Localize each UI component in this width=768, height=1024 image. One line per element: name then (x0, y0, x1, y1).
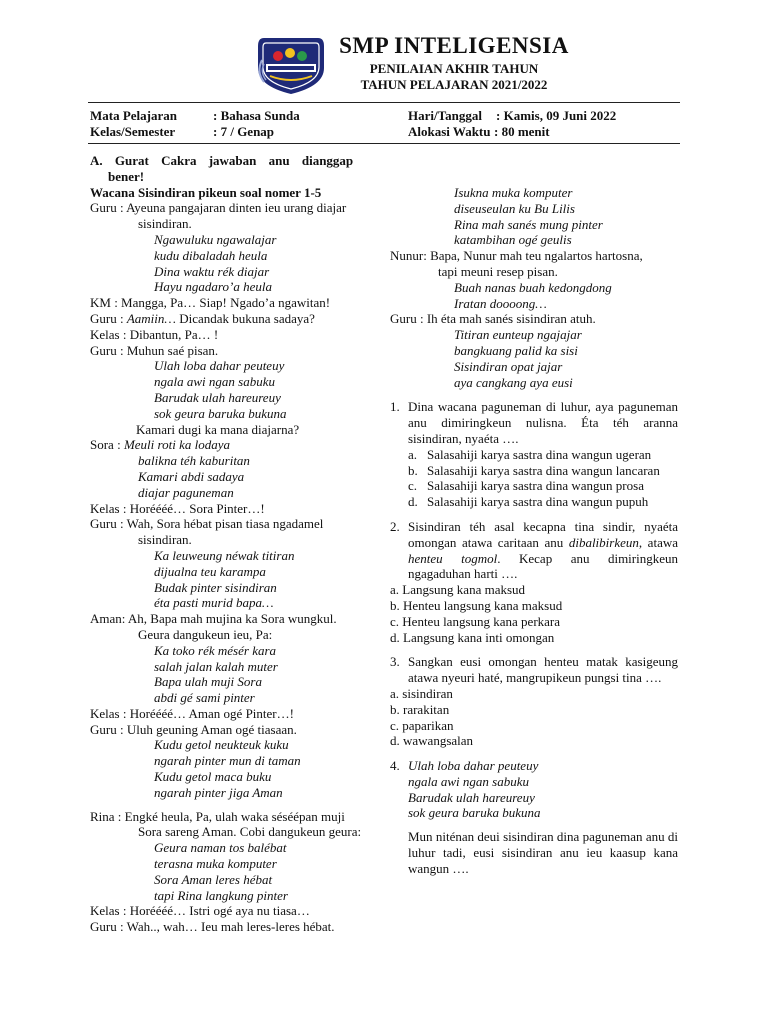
poem-line: Budak pinter sisindiran (154, 579, 277, 595)
academic-year: TAHUN PELAJARAN 2021/2022 (360, 77, 548, 92)
answer-option[interactable]: b. Henteu langsung kana maksud (390, 597, 563, 613)
poem-line: terasna muka komputer (154, 856, 277, 872)
dialogue-line: Guru : Uluh geuning Aman ogé tiasaan. (90, 721, 297, 737)
dialogue-line: tapi meuni resep pisan. (438, 263, 558, 279)
poem-line: Ulah loba dahar peuteuy (408, 758, 539, 774)
answer-option[interactable]: d. Langsung kana inti omongan (390, 629, 555, 645)
poem-line: Ulah loba dahar peuteuy (154, 358, 285, 374)
class-label: Kelas/Semester (90, 124, 176, 139)
poem-line: Kudu getol maca buku (154, 769, 272, 785)
poem-line: ngala awi ngan sabuku (154, 374, 275, 390)
question-text: Sangkan eusi omongan henteu matak kasigeung atawa nyeuri haté, mangrupikeun pungsi tina …. (408, 654, 678, 686)
question-1 (390, 399, 678, 446)
day-value: : Kamis, 09 Juni 2022 (496, 108, 617, 123)
answer-option[interactable]: d. Salasahiji karya sastra dina wangun pupuh (408, 494, 649, 510)
dialogue-line: Nunur: Bapa, Nunur mah teu ngalartos hartosna, (390, 248, 643, 264)
section-a-heading-cont: bener! (108, 168, 145, 184)
poem-line: tapi Rina langkung pinter (154, 887, 288, 903)
time-value: : 80 menit (494, 124, 550, 139)
poem-line: Kamari abdi sadaya (138, 468, 245, 484)
poem-line: Geura naman tos balébat (154, 840, 287, 856)
dialogue-line: sisindiran. (138, 532, 192, 548)
poem-line: Dina waktu rék diajar (154, 263, 270, 279)
answer-option[interactable]: b. Salasahiji karya sastra dina wangun lancaran (408, 462, 660, 478)
answer-option[interactable]: c. paparikan (390, 717, 454, 733)
poem-line: kudu dibaladah heula (154, 247, 268, 263)
dialogue-text: Dicandak bukuna sadaya? (175, 310, 315, 326)
poem-line: Buah nanas buah kedongdong (454, 279, 612, 295)
poem-line: sok geura baruka bukuna (408, 805, 541, 821)
speaker: Guru : (90, 310, 127, 326)
poem-line: Ka toko rék mésér kara (154, 642, 277, 658)
question-text: Dina wacana paguneman di luhur, aya paguneman anu dimiringkeun nulisna. Éta téh aranna sisindiran, nyaéta …. (408, 399, 678, 446)
poem-line: Barudak ulah hareureuy (408, 789, 535, 805)
poem-line: Isukna muka komputer (454, 185, 573, 200)
poem-line: aya cangkang aya eusi (454, 374, 573, 390)
dialogue-line: Kelas : Horéééé… Sora Pinter…! (90, 500, 265, 516)
poem-line: Kudu getol neukteuk kuku (154, 737, 289, 753)
question-2 (390, 519, 678, 582)
answer-option[interactable]: c. Henteu langsung kana perkara (390, 613, 561, 629)
emphasis-word: Aamiin… (126, 310, 176, 326)
dialogue-line: Guru : Wah.., wah… Ieu mah leres-leres hébat. (90, 919, 335, 935)
poem-line: Sisindiran opat jajar (454, 358, 563, 374)
question-3 (390, 654, 678, 686)
section-a-heading: A. Gurat Cakra jawaban anu dianggap (90, 153, 354, 168)
dialogue-line: Kelas : Horéééé… Aman ogé Pinter…! (90, 705, 294, 721)
dialogue-line (90, 437, 380, 453)
dialogue-line: Kelas : Dibantun, Pa… ! (90, 326, 219, 342)
right-column (390, 185, 678, 877)
question-text: Sisindiran téh asal kecapna tina sindir, nyaéta omongan atawa caritaan anu dibalibirkeun, atawa henteu togmol. Kecap anu dimiringkeun ngagaduhan harti …. (408, 518, 679, 582)
reading-title: Wacana Sisindiran pikeun soal nomer 1-5 (90, 184, 322, 200)
poem-line: Titiran eunteup ngajajar (454, 327, 582, 343)
poem-line: salah jalan kalah muter (154, 658, 278, 674)
poem-line: Bapa ulah muji Sora (154, 674, 262, 690)
time-label: Alokasi Waktu (408, 124, 491, 139)
dialogue-line: Guru : Ih éta mah sanés sisindiran atuh. (390, 311, 596, 327)
poem-line: Hayu ngadaro’a heula (154, 279, 272, 295)
question-number: 3. (390, 654, 400, 670)
poem-line: diajar paguneman (138, 484, 234, 500)
school-name: SMP INTELIGENSIA (339, 33, 569, 58)
header-rule-top (88, 102, 680, 103)
dialogue-line: Aman: Ah, Bapa mah mujina ka Sora wungkul. (90, 611, 337, 627)
poem-line: Ngawuluku ngawalajar (154, 231, 277, 247)
poem-line: Sora Aman leres hébat (154, 871, 273, 887)
poem-line: ngarah pinter mun di taman (154, 753, 301, 769)
poem-line: Iratan doooong… (454, 295, 547, 311)
poem-line: Barudak ulah hareureuy (154, 389, 281, 405)
dialogue-line: Guru : Muhun saé pisan. (90, 342, 219, 358)
question-text: Mun niténan deui sisindiran dina paguneman anu di luhur tadi, eusi sisindiran anu ieu kaasup kana wangun …. (408, 829, 678, 876)
poem-line: diseuseulan ku Bu Lilis (454, 200, 575, 216)
dialogue-line: Kamari dugi ka mana diajarna? (136, 421, 300, 437)
exam-title: PENILAIAN AKHIR TAHUN (369, 61, 539, 76)
day-label: Hari/Tanggal (408, 108, 482, 123)
subject-value: : Bahasa Sunda (213, 108, 300, 123)
question-4 (390, 758, 678, 821)
dialogue-line: Guru : Wah, Sora hébat pisan tiasa ngadamel (90, 516, 324, 532)
answer-option[interactable]: a. Langsung kana maksud (390, 582, 526, 598)
poem-line: Meuli roti ka lodaya (123, 437, 230, 453)
dialogue-line (90, 311, 380, 327)
poem-line: éta pasti murid bapa… (154, 595, 274, 611)
poem-line: ngarah pinter jiga Aman (154, 784, 283, 800)
left-column (90, 153, 380, 935)
poem-line: abdi gé sami pinter (154, 690, 255, 706)
dialogue-line: Geura dangukeun ieu, Pa: (138, 626, 273, 642)
answer-option[interactable]: c. Salasahiji karya sastra dina wangun prosa (408, 478, 644, 494)
poem-line: katambihan ogé geulis (454, 232, 572, 248)
question-number: 2. (390, 518, 400, 534)
poem-line: balikna téh kaburitan (138, 453, 250, 469)
subject-label: Mata Pelajaran (90, 108, 178, 123)
question-number: 1. (390, 399, 400, 415)
dialogue-line: sisindiran. (138, 216, 192, 232)
dialogue-line: Rina : Engké heula, Pa, ulah waka séséépan muji (90, 808, 345, 824)
poem-line: Ka leuweung néwak titiran (154, 547, 295, 563)
answer-option[interactable]: a. Salasahiji karya sastra dina wangun ugeran (408, 446, 652, 462)
dialogue-line: Kelas : Horéééé… Istri ogé aya nu tiasa… (90, 903, 310, 919)
poem-line: bangkuang palid ka sisi (454, 342, 578, 358)
answer-option[interactable]: d. wawangsalan (390, 733, 474, 749)
class-value: : 7 / Genap (213, 124, 275, 139)
poem-line: dijualna teu karampa (154, 563, 266, 579)
speaker: Sora : (90, 437, 124, 453)
dialogue-line: Sora sareng Aman. Cobi dangukeun geura: (138, 824, 362, 840)
poem-line: sok geura baruka bukuna (154, 405, 287, 421)
answer-option[interactable]: a. sisindiran (390, 685, 453, 701)
dialogue-line: Guru : Ayeuna pangajaran dinten ieu urang diajar (90, 200, 347, 216)
answer-option[interactable]: b. rarakitan (390, 701, 450, 717)
poem-line: Rina mah sanés mung pinter (454, 216, 603, 232)
dialogue-line: KM : Mangga, Pa… Siap! Ngado’a ngawitan! (90, 295, 331, 311)
poem-line: ngala awi ngan sabuku (408, 773, 529, 789)
header-rule-bottom (88, 143, 680, 144)
question-number: 4. (390, 758, 400, 774)
